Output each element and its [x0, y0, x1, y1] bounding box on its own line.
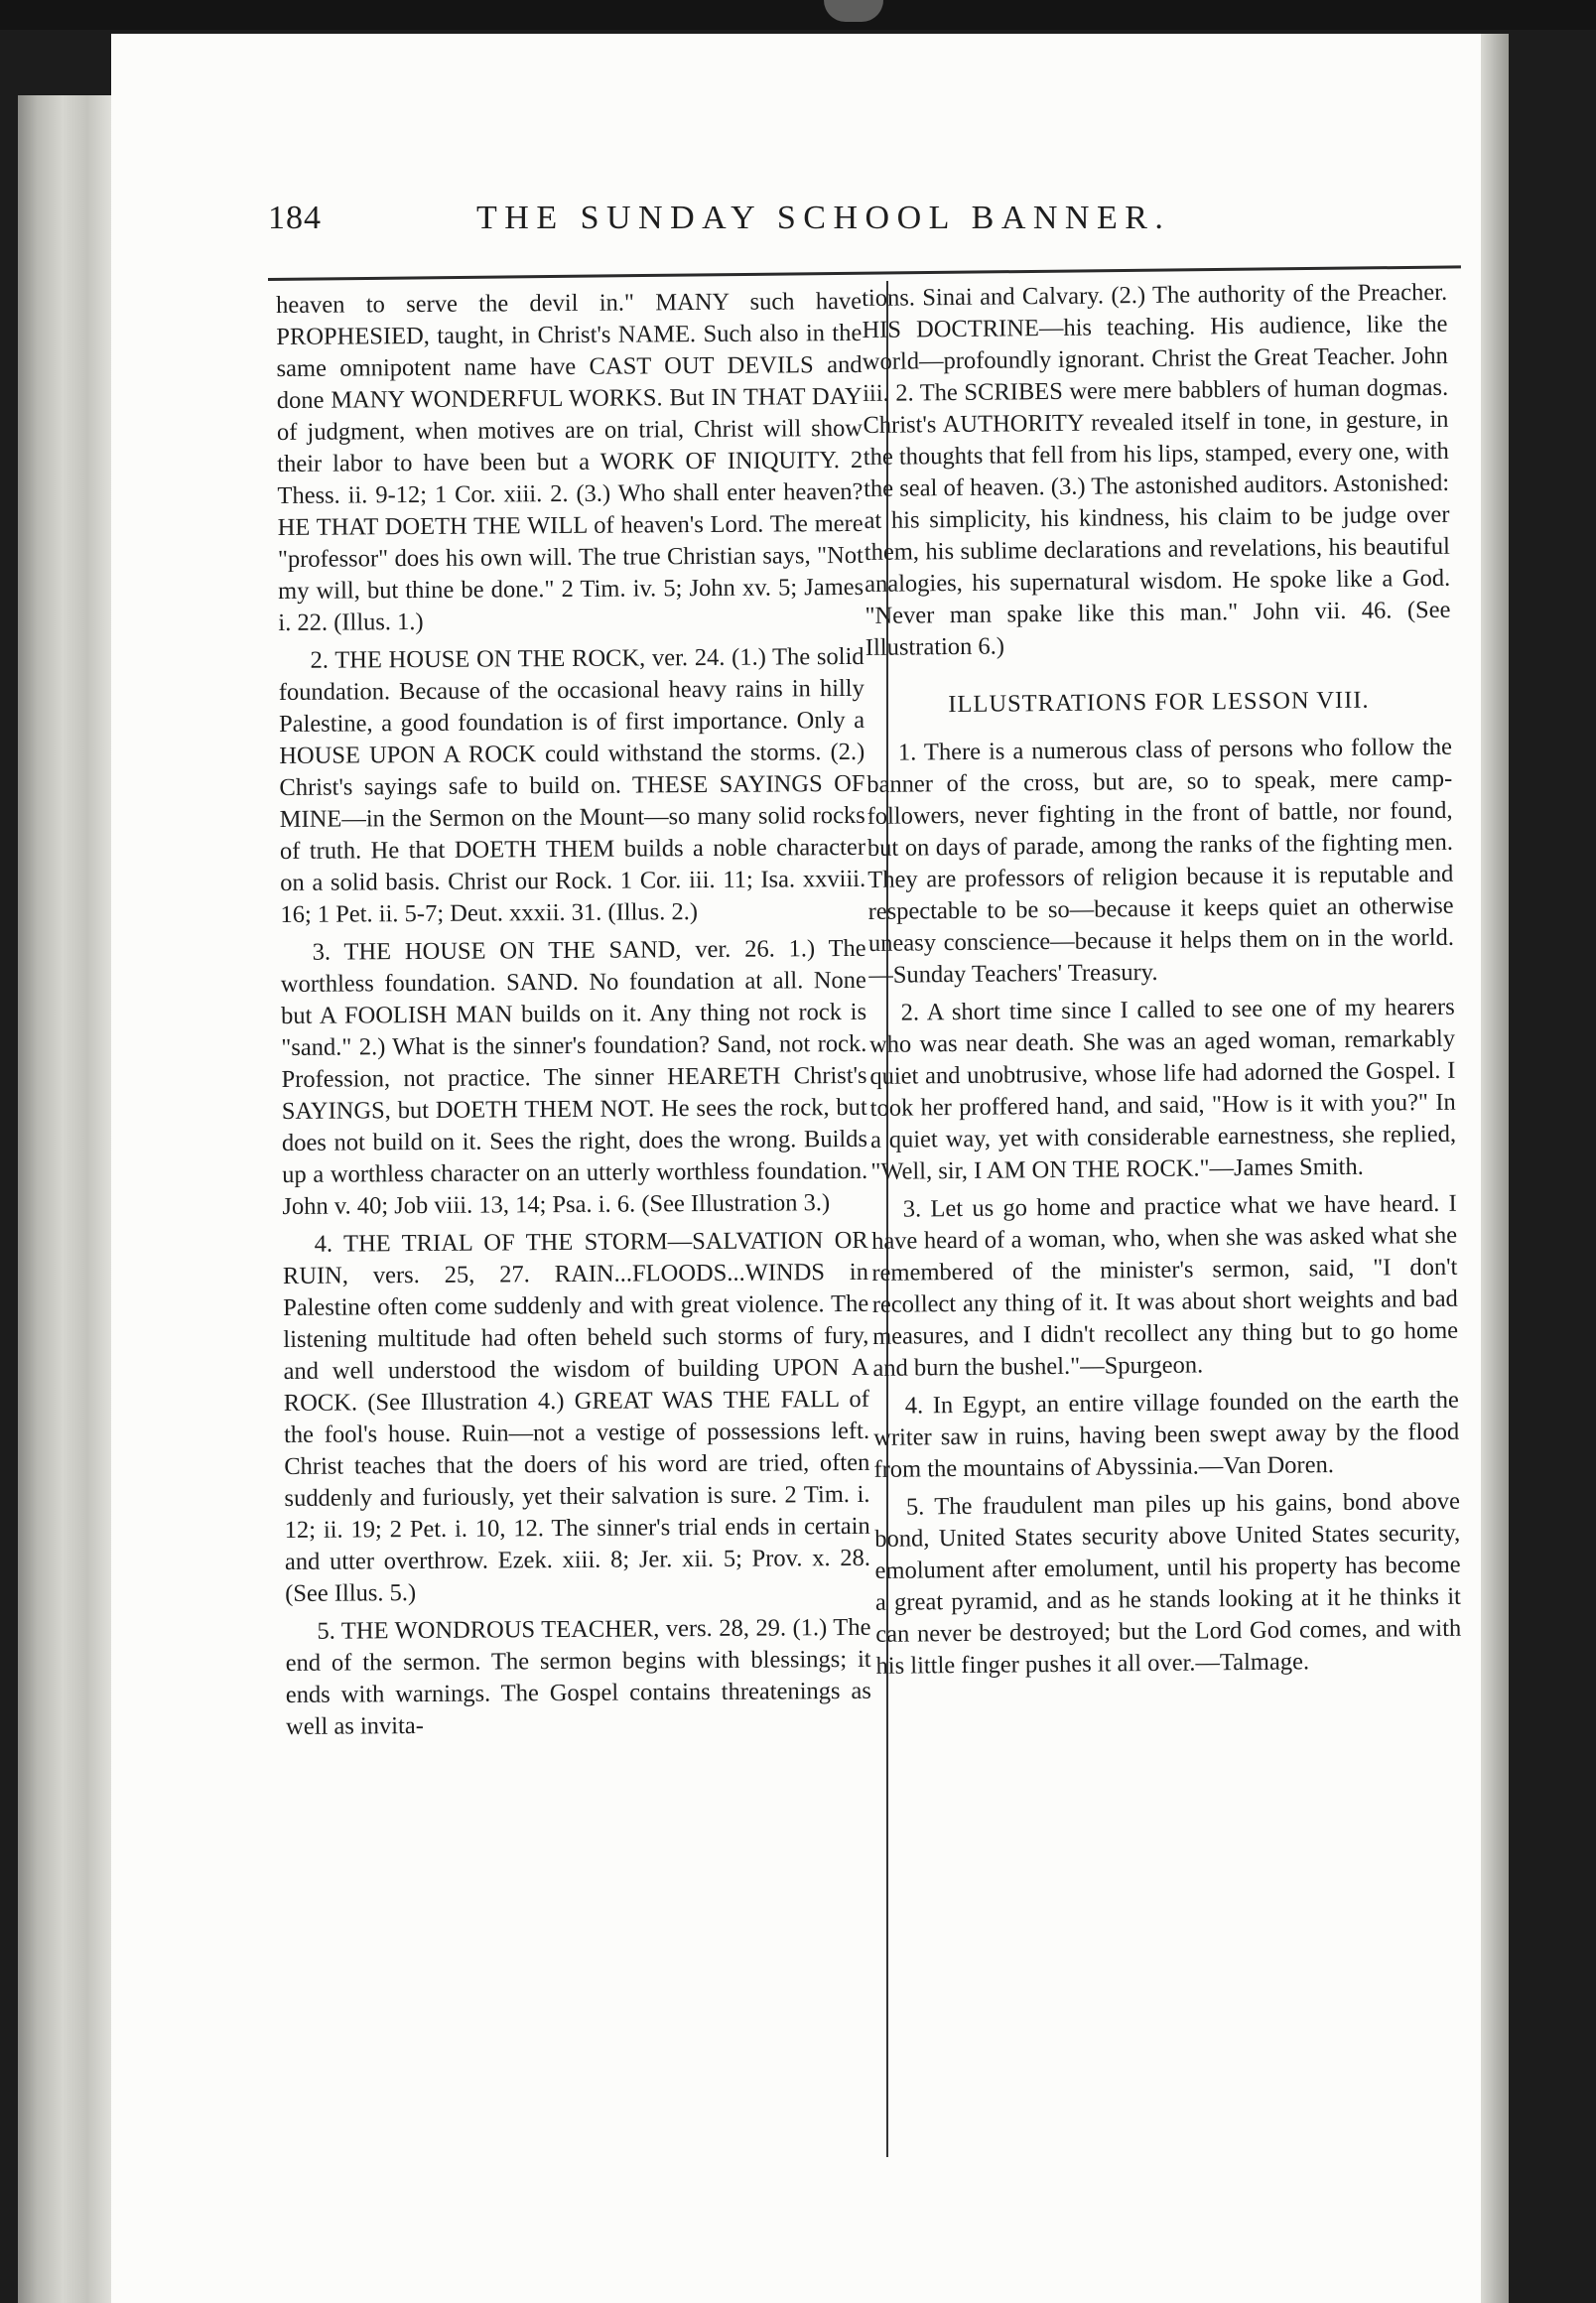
journal-title: THE SUNDAY SCHOOL BANNER. [476, 200, 1171, 236]
paragraph-continued: heaven to serve the devil in." MANY such have PROPHESIED, taught, in Christ's NAME. Such also in the same omnipotent name have CAST OUT DEVILS and done MANY WONDERFUL WORKS. But IN THAT DAY of judgment, when motives are on trial, Christ will show their labor to have been but a WORK OF INIQUITY. 2 Thess. ii. 9-12; 1 Cor. xiii. 2. (3.) Who shall enter heaven? HE THAT DOETH THE WILL of heaven's Lord. The mere "professor" does his own will. The true Christian says, "Not my will, but thine be done." 2 Tim. iv. 5; John xv. 5; James i. 22. (Illus. 1.) [276, 287, 864, 636]
book-page-edges [18, 95, 117, 2303]
left-column [276, 286, 871, 1743]
book-right-edge [1481, 34, 1509, 2303]
page-number: 184 [268, 200, 322, 236]
paragraph-continued-right: tions. Sinai and Calvary. (2.) The authority of the Preacher. HIS DOCTRINE—his teaching. His audience, like the world—profoundly ignorant. Christ the Great Teacher. John iii. 2. The SCRIBES were mere babblers of human dogmas. Christ's AUTHORITY revealed itself in tone, in gesture, in the thoughts that fell from his lips, stamped, every one, with the seal of heaven. (3.) The astonished auditors. Astonished: at his simplicity, his kindness, his claim to be judge over them, his sublime declarations and revelations, his beautiful analogies, his supernatural wisdom. He spoke like a God. "Never man spake like this man." John vii. 46. (See Illustration 6.) [862, 278, 1451, 661]
paragraph-wondrous-teacher: 5. THE WONDROUS TEACHER, vers. 28, 29. (1.) The end of the sermon. The sermon begins with blessings; it ends with warnings. The Gospel contains threatenings as well as invita- [285, 1613, 871, 1740]
right-column [862, 277, 1462, 1683]
paragraph-trial-of-storm: 4. THE TRIAL OF THE STORM—SALVATION OR RUIN, vers. 25, 27. RAIN...FLOODS...WINDS in Palestine often come suddenly and with great violence. The listening multitude had often beheld such storms of fury, and well understood the wisdom of building UPON A ROCK. (See Illustration 4.) GREAT WAS THE FALL of the fool's house. Ruin—not a vestige of possessions left. Christ teaches that the doers of his word are tried, often suddenly and furiously, yet their salvation is sure. 2 Tim. i. 12; ii. 19; 2 Pet. i. 10, 12. The sinner's trial ends in certain and utter overthrow. Ezek. xiii. 8; Jer. xii. 5; Prov. x. 28. (See Illus. 5.) [282, 1226, 871, 1607]
illustration-2: 2. A short time since I called to see one of my hearers who was near death. She was an aged woman, remarkably quiet and unobtrusive, whose life had adorned the Gospel. I took her proffered hand, and said, "How is it with you?" In a quiet way, yet with considerable earnestness, she replied, "Well, sir, I AM ON THE ROCK."—James Smith. [868, 993, 1457, 1185]
running-head [268, 194, 1489, 243]
illustrations-heading: ILLUSTRATIONS FOR LESSON VIII. [948, 686, 1370, 719]
illustration-1: 1. There is a numerous class of persons who follow the banner of the cross, but are, so to speak, mere camp-followers, never fighting in the front of battle, nor found, but on days of parade, among the ranks of the fighting men. They are professors of religion because it is reputable and respectable to be so—because it keeps quiet an otherwise uneasy conscience—because it helps them on in the world.—Sunday Teachers' Treasury. [866, 733, 1455, 989]
illustration-5: 5. The fraudulent man piles up his gains, bond above bond, United States security above United States security, emolument after emolument, until his property has become a great pyramid, and as he stands looking at it he thinks it can never be destroyed; but the Lord God comes, and with his little finger pushes it all over.—Talmage. [874, 1487, 1462, 1680]
paragraph-house-on-sand: 3. THE HOUSE ON THE SAND, ver. 26. 1.) The worthless foundation. SAND. No foundation at all. None but A FOOLISH MAN builds on it. Any thing not rock is "sand." 2.) What is the sinner's foundation? Sand, not rock. Profession, not practice. The sinner HEARETH Christ's SAYINGS, but DOETH THEM NOT. He sees the rock, but does not build on it. Sees the right, does the wrong. Builds up a worthless character on an utterly worthless foundation. John v. 40; Job viii. 13, 14; Psa. i. 6. (See Illustration 3.) [280, 934, 868, 1220]
illustration-4: 4. In Egypt, an entire village founded on the earth the writer saw in ruins, having been swept away by the flood from the mountains of Abyssinia.—Van Doren. [873, 1386, 1460, 1483]
scanner-top-edge [0, 0, 1596, 30]
illustration-3: 3. Let us go home and practice what we have heard. I have heard of a woman, who, when she was asked what she remembered of the minister's sermon, said, "I don't recollect any thing of it. It was about short weights and bad measures, and I didn't recollect any thing but to go home and burn the bushel."—Spurgeon. [870, 1189, 1459, 1382]
paragraph-house-on-rock: 2. THE HOUSE ON THE ROCK, ver. 24. (1.) The solid foundation. Because of the occasional heavy rains in hilly Palestine, a good foundation is of first importance. Only a HOUSE UPON A ROCK could withstand the storms. (2.) Christ's sayings safe to build on. THESE SAYINGS OF MINE—in the Sermon on the Mount—so many solid rocks of truth. He that DOETH THEM builds a noble character on a solid basis. Christ our Rock. 1 Cor. iii. 11; Isa. xxviii. 16; 1 Pet. ii. 5-7; Deut. xxxii. 31. (Illus. 2.) [278, 642, 866, 928]
